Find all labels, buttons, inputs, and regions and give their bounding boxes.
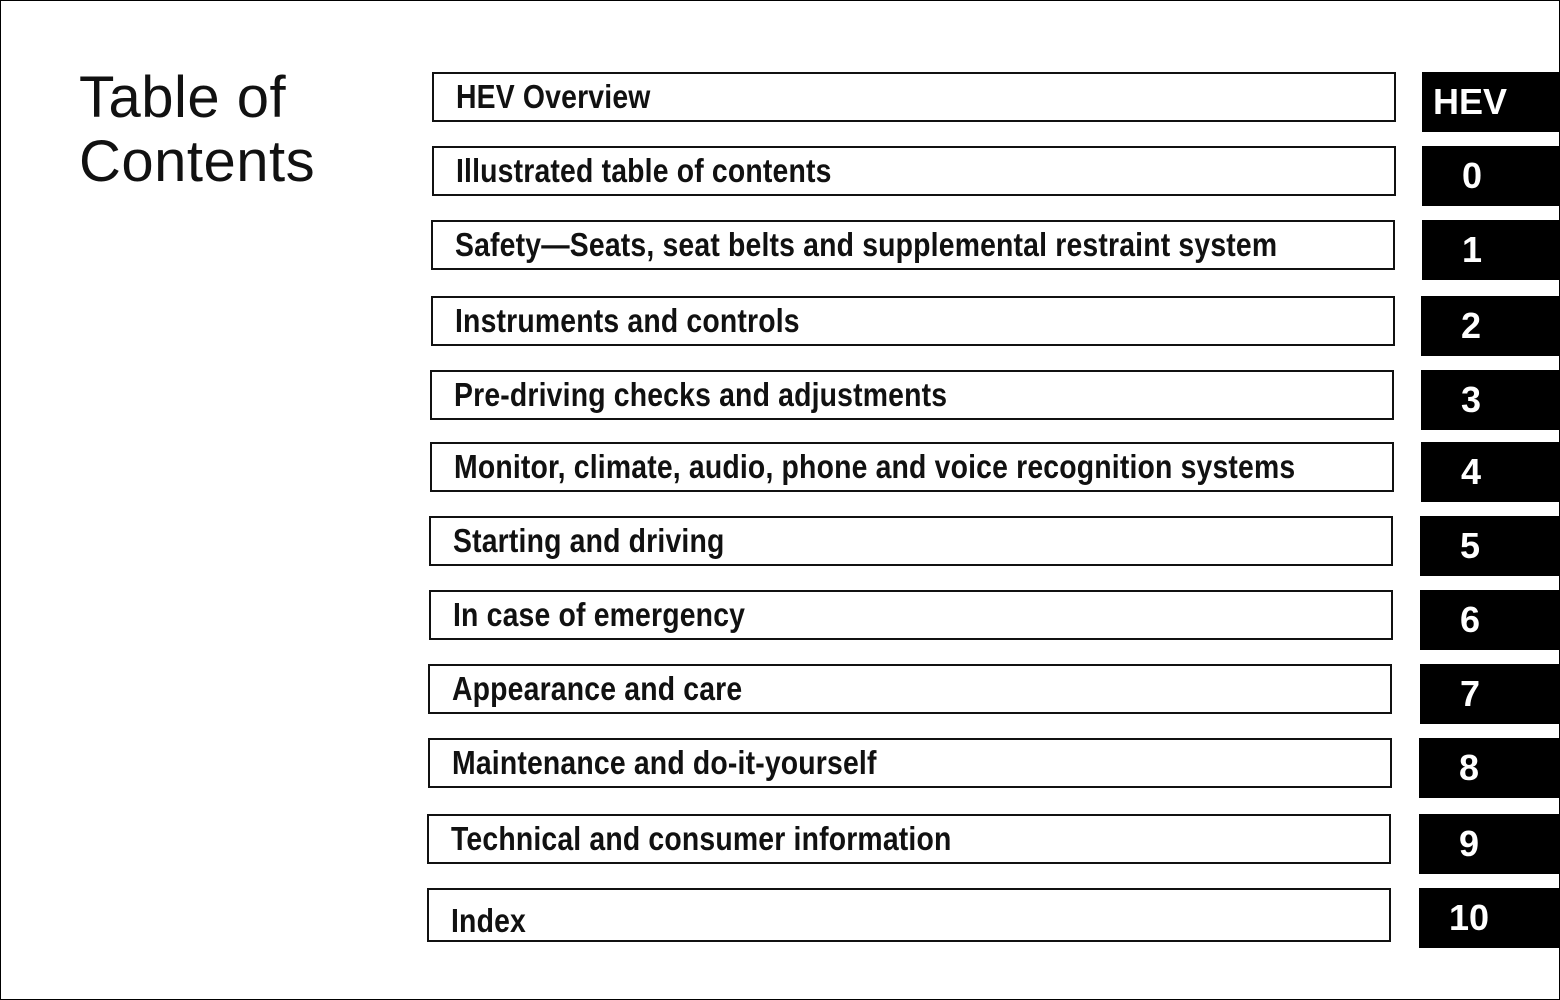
toc-entry-index[interactable] [427,888,1391,942]
page-title-line1: Table of [79,65,287,130]
toc-tab-hev[interactable] [1422,72,1560,132]
toc-entry-maintenance[interactable] [428,738,1392,788]
toc-tab-label: 1 [1461,229,1483,270]
toc-entry-label: Pre-driving checks and adjustments [454,376,948,413]
toc-tab-8[interactable] [1419,738,1559,798]
toc-entry-label: Safety—Seats, seat belts and supplemental restraint system [455,226,1278,263]
toc-entry-label: Illustrated table of contents [456,152,832,189]
toc-tab-7[interactable] [1420,664,1560,724]
toc-entry-label: HEV Overview [456,78,651,115]
toc-tab-label: 2 [1460,305,1482,346]
toc-tab-1[interactable] [1422,220,1560,280]
toc-tab-9[interactable] [1419,814,1559,874]
toc-entry-monitor-climate[interactable] [430,442,1394,492]
toc-entry-label: Starting and driving [453,522,725,559]
toc-entry-pre-driving[interactable] [430,370,1394,420]
toc-entry-appearance-care[interactable] [428,664,1392,714]
toc-entry-starting-driving[interactable] [429,516,1393,566]
toc-entry-label: Technical and consumer information [451,820,952,857]
toc-entry-instruments[interactable] [431,296,1395,346]
toc-tab-label: 10 [1448,897,1490,938]
toc-tab-label: 7 [1459,673,1481,714]
toc-entry-label: Instruments and controls [455,302,800,339]
toc-entry-safety[interactable] [431,220,1395,270]
toc-tab-3[interactable] [1421,370,1560,430]
toc-tab-label: 9 [1458,823,1480,864]
toc-entry-label: Index [451,902,526,939]
toc-entry-technical-info[interactable] [427,814,1391,864]
toc-tab-4[interactable] [1421,442,1560,502]
toc-tab-5[interactable] [1420,516,1560,576]
toc-entry-label: Maintenance and do-it-yourself [452,744,877,781]
toc-entry-label: Appearance and care [452,670,743,707]
page-title-line2: Contents [79,129,316,194]
toc-tab-label: 8 [1458,747,1480,788]
toc-entry-illustrated-contents[interactable] [432,146,1396,196]
toc-tab-label: 6 [1459,599,1481,640]
toc-tab-label: 3 [1460,379,1482,420]
toc-entry-label: Monitor, climate, audio, phone and voice recognition systems [454,448,1296,485]
toc-tab-label: 0 [1461,155,1483,196]
toc-tab-6[interactable] [1420,590,1560,650]
toc-tab-label: HEV [1432,81,1508,122]
toc-tab-0[interactable] [1422,146,1560,206]
toc-tab-label: 4 [1460,451,1482,492]
toc-entry-emergency[interactable] [429,590,1393,640]
toc-tab-label: 5 [1459,525,1481,566]
toc-entry-hev-overview[interactable] [432,72,1396,122]
toc-entry-label: In case of emergency [453,596,746,633]
toc-tab-10[interactable] [1419,888,1559,948]
toc-tab-2[interactable] [1421,296,1560,356]
